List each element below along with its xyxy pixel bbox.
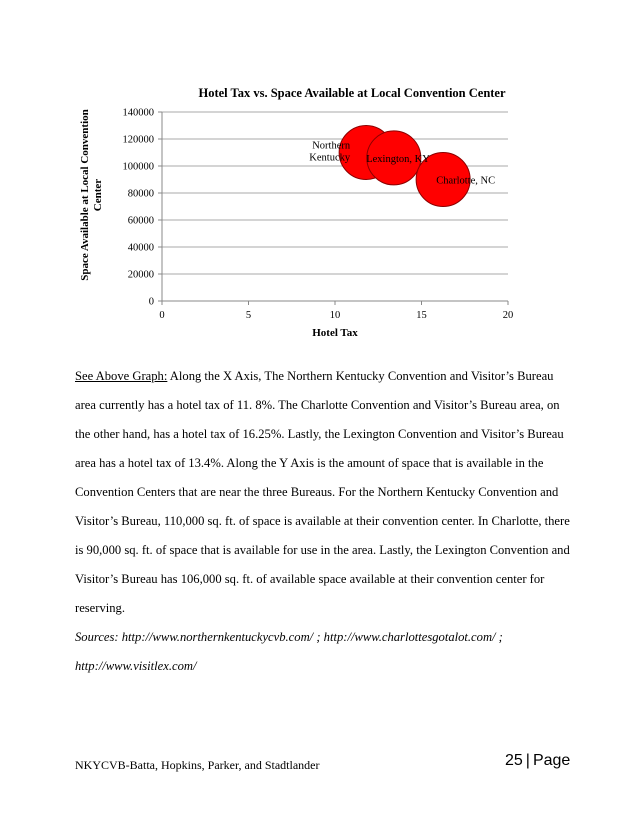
y-axis-label-line2: Center	[92, 178, 104, 212]
body-text	[75, 362, 575, 681]
x-tick-label: 0	[159, 310, 165, 321]
footer-authors: NKYCVB-Batta, Hopkins, Parker, and Stadtlander	[75, 758, 320, 772]
sources: Sources: http://www.northernkentuckycvb.com/ ; http://www.charlottesgotalot.com/ ; http://www.visitlex.com/	[75, 630, 503, 673]
y-tick-label: 140000	[122, 107, 154, 119]
x-axis-label: Hotel Tax	[312, 327, 358, 339]
y-tick-label: 40000	[127, 242, 154, 254]
bubble-label: Charlotte, NC	[436, 175, 496, 187]
y-axis-label	[62, 95, 122, 295]
chart-title: Hotel Tax vs. Space Available at Local Convention Center	[198, 86, 506, 100]
see-above-graph-label: See Above Graph:	[75, 369, 168, 383]
x-tick-label: 15	[416, 310, 427, 321]
y-axis-label-line1: Space Available at Local Convention	[79, 109, 91, 281]
y-tick-label: 120000	[122, 134, 154, 146]
x-tick-label: 20	[502, 310, 514, 321]
body-paragraph	[75, 362, 575, 623]
x-tick-label: 5	[245, 310, 252, 321]
bubbles	[339, 126, 470, 207]
page-separator: |	[525, 752, 530, 769]
y-tick-label: 20000	[127, 269, 154, 281]
y-ticks	[123, 108, 163, 308]
page-number: 25	[505, 752, 523, 769]
bubble-label: Lexington, KY	[366, 153, 430, 165]
y-tick-label: 100000	[122, 161, 154, 173]
y-tick-label: 60000	[127, 215, 154, 227]
y-tick-label: 0	[148, 296, 154, 308]
body-paragraph-text: Along the X Axis, The Northern Kentucky Convention and Visitor’s Bureau area currently has a hotel tax of 11. 8%. The Charlotte Convention and Visitor’s Bureau area, on the other hand, has a hotel tax of 16.25%. Lastly, the Lexington Convention and Visitor’s Bureau area has a hotel tax of 13.4%. Along the Y Axis is the amount of space that is available in the Convention Centers that are near the three Bureaus. For the Northern Kentucky Convention and Visitor’s Bureau, 110,000 sq. ft. of space is available at their convention center. In Charlotte, there is 90,000 sq. ft. of space that is available for use in the area. Lastly, the Lexington Convention and Visitor’s Bureau has 106,000 sq. ft. of available space available at their convention center for reserving.	[75, 369, 570, 615]
page-label: Page	[532, 752, 571, 769]
x-tick-label: 10	[329, 310, 341, 321]
bubble-chart	[0, 0, 638, 360]
bubble-label: Northern Kentucky	[309, 140, 351, 164]
footer-page	[505, 752, 570, 770]
y-tick-label: 80000	[127, 188, 154, 200]
x-ticks	[159, 301, 513, 321]
